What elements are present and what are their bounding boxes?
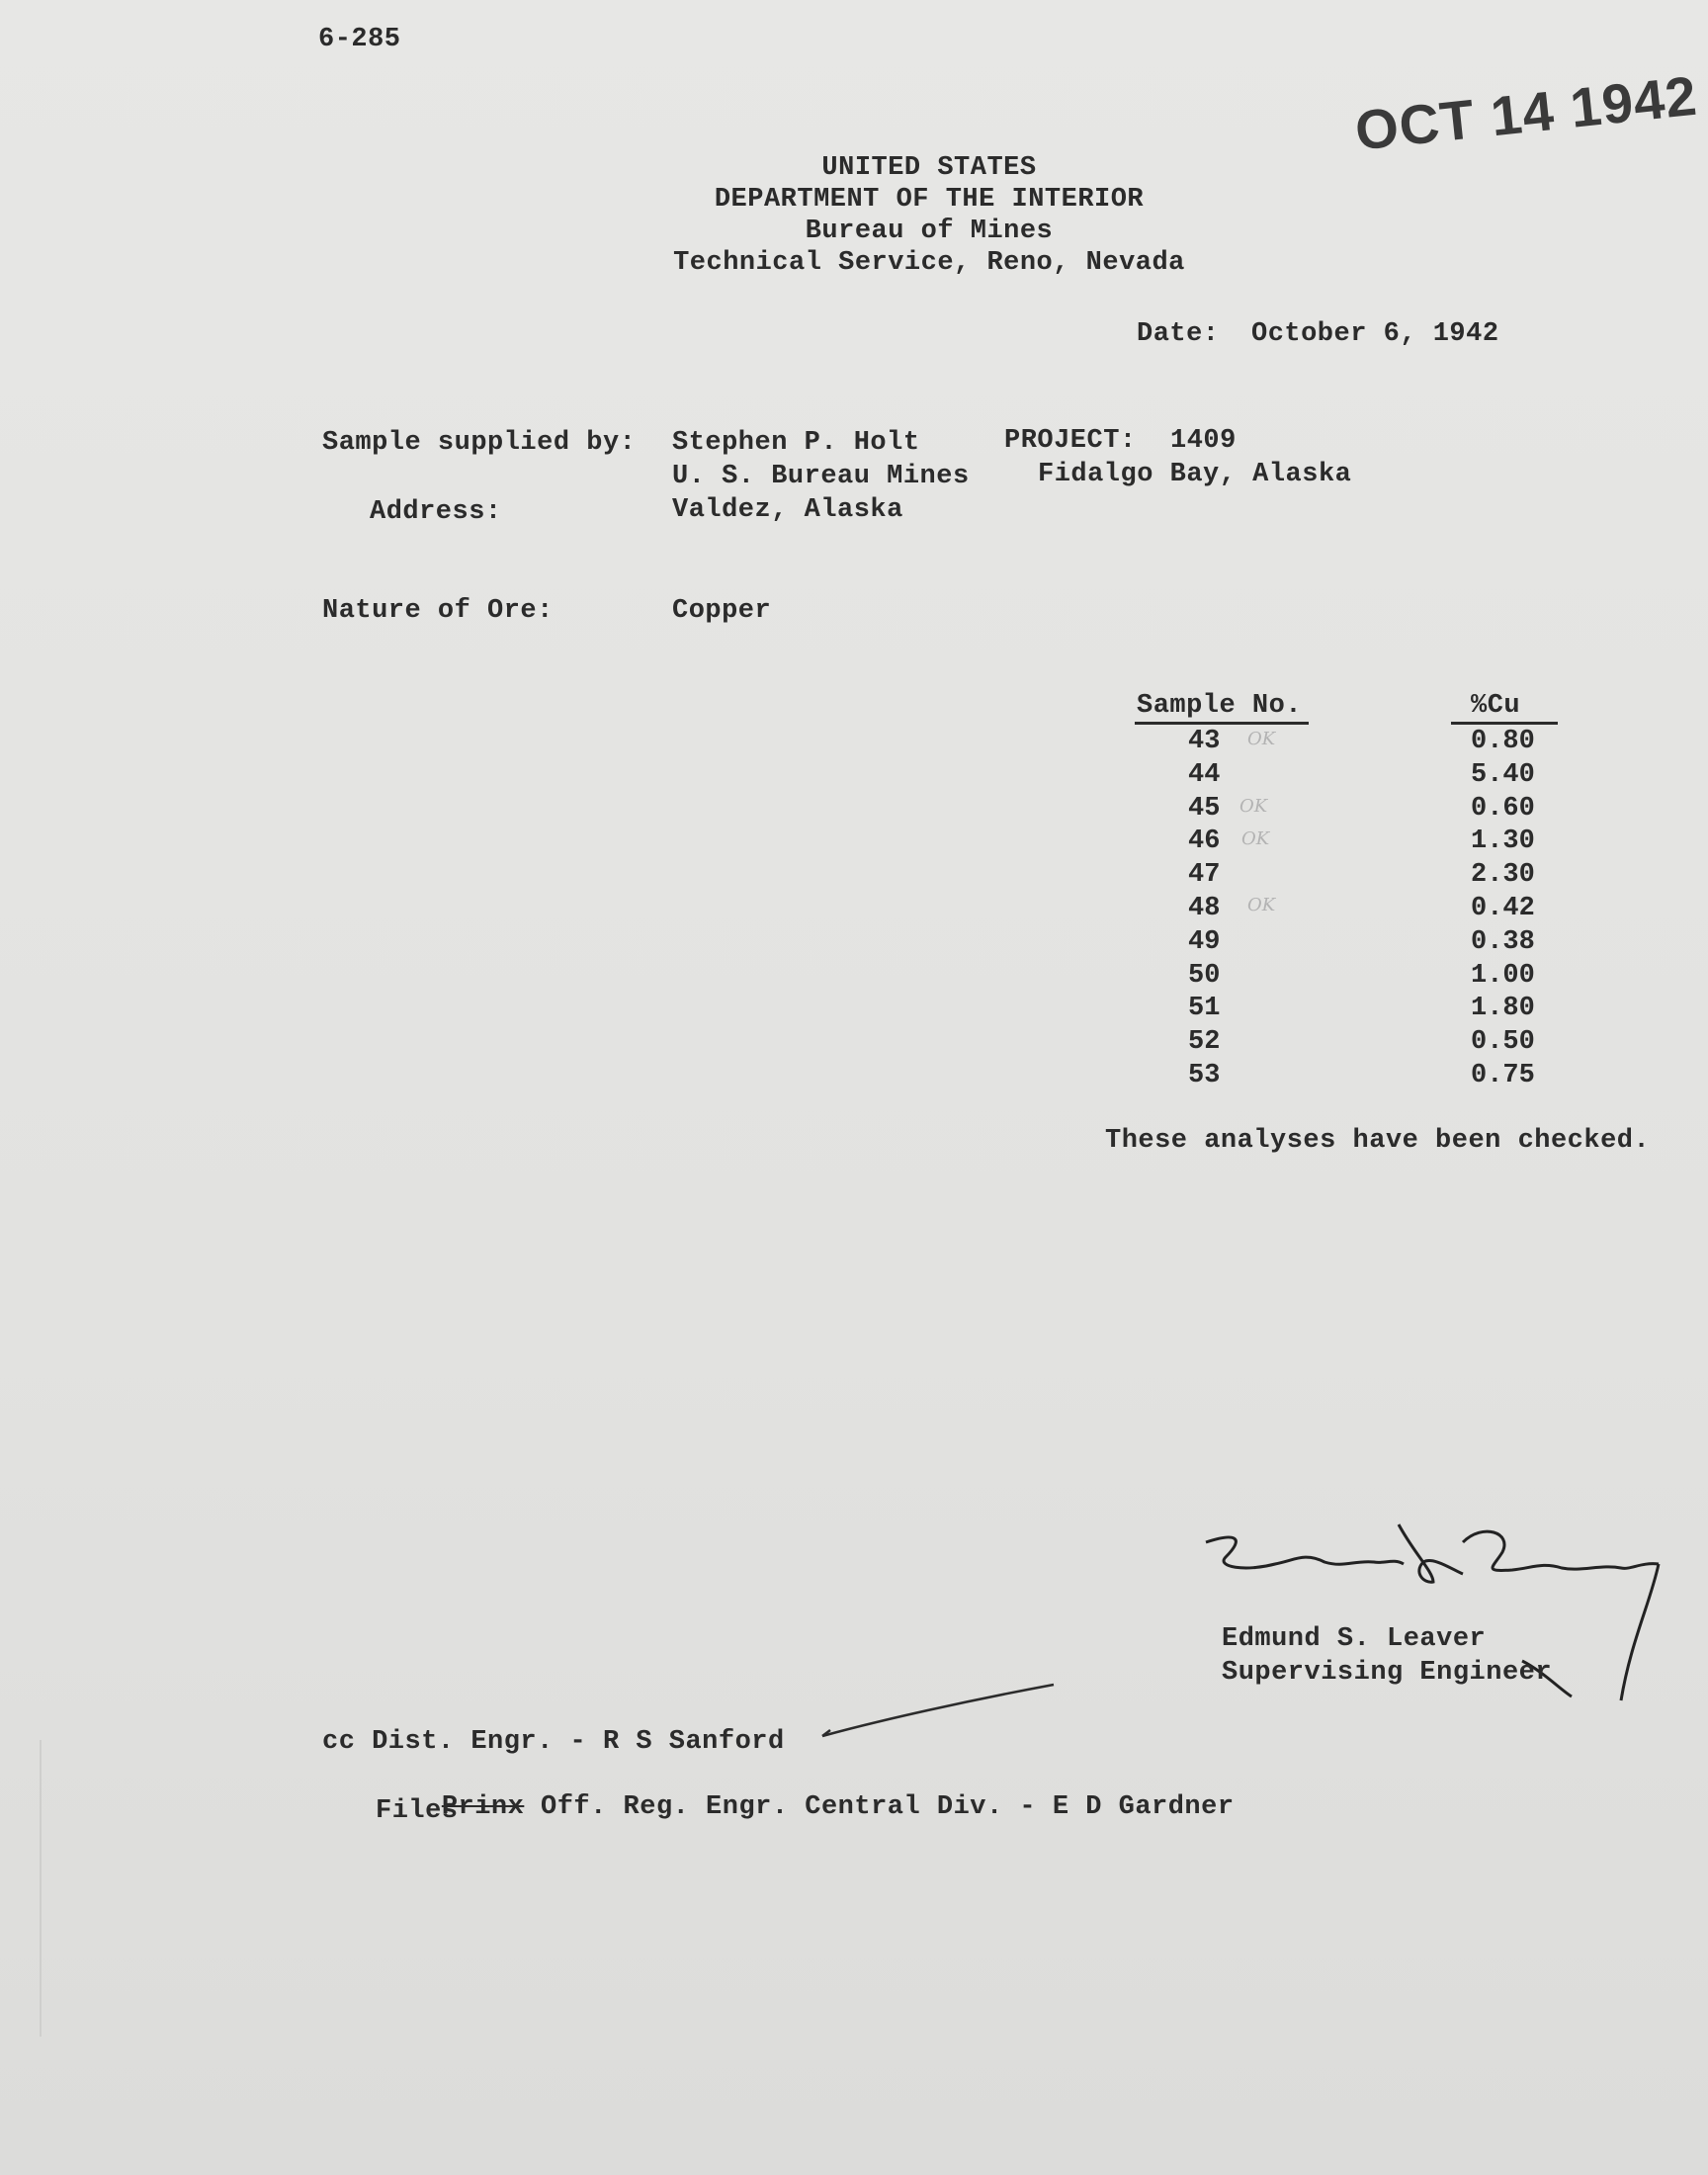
cc-line-2-text: Off. Reg. Engr. Central Div. - E D Gardner <box>524 1792 1235 1822</box>
sample-number-cell: 51 <box>1188 994 1221 1024</box>
header-line-3: Bureau of Mines <box>805 217 1054 246</box>
ore-value: Copper <box>672 596 772 626</box>
cc-line-2 <box>376 1760 1235 1855</box>
cu-percent-cell: 1.30 <box>1471 826 1535 857</box>
received-date-stamp: OCT 14 1942 <box>1352 63 1700 162</box>
pencil-ok-46: OK <box>1241 828 1270 849</box>
cu-underline <box>1451 722 1558 725</box>
signatory-name: Edmund S. Leaver <box>1222 1624 1487 1654</box>
cu-percent-cell: 0.75 <box>1471 1061 1535 1090</box>
ore-label: Nature of Ore: <box>322 596 554 626</box>
pencil-ok-43: OK <box>1247 729 1276 749</box>
sample-number-cell: 50 <box>1188 960 1221 991</box>
address-label: Address: <box>370 497 502 527</box>
date-label: Date: <box>1137 319 1220 349</box>
cu-percent-cell: 2.30 <box>1471 860 1535 891</box>
pen-check-mark <box>820 1681 1058 1750</box>
supplied-by-label: Sample supplied by: <box>322 428 637 458</box>
sample-number-cell: 47 <box>1188 860 1221 891</box>
header-line-2: DEPARTMENT OF THE INTERIOR <box>714 185 1145 215</box>
cu-percent-cell: 0.80 <box>1471 727 1535 756</box>
cu-percent-cell: 0.38 <box>1471 926 1535 957</box>
sample-number-cell: 49 <box>1188 926 1221 957</box>
address-value: Valdez, Alaska <box>672 495 903 525</box>
checked-note: These analyses have been checked. <box>1105 1126 1651 1156</box>
page-edge-mark <box>40 1740 42 2037</box>
cu-percent-cell: 0.42 <box>1471 894 1535 923</box>
cu-percent-cell: 1.00 <box>1471 960 1535 991</box>
cc-struck-word: Prinx <box>441 1792 525 1822</box>
sample-no-header: Sample No. <box>1137 691 1303 721</box>
sample-number-cell: 45 <box>1188 793 1221 824</box>
cc-line-3: Files <box>376 1796 459 1826</box>
sample-number-cell: 53 <box>1188 1061 1221 1090</box>
date-value: October 6, 1942 <box>1251 319 1499 349</box>
supplier-org: U. S. Bureau Mines <box>672 462 970 491</box>
supplier-name: Stephen P. Holt <box>672 428 920 458</box>
pencil-ok-45: OK <box>1239 796 1268 817</box>
project-label: PROJECT: <box>1004 426 1137 456</box>
file-number: 6-285 <box>318 25 401 54</box>
cu-percent-cell: 0.50 <box>1471 1027 1535 1058</box>
project-location: Fidalgo Bay, Alaska <box>1038 460 1352 489</box>
project-number: 1409 <box>1170 426 1237 456</box>
sample-number-cell: 52 <box>1188 1027 1221 1058</box>
cu-percent-cell: 1.80 <box>1471 994 1535 1024</box>
sample-no-underline <box>1135 722 1309 725</box>
sample-number-cell: 43 <box>1188 727 1221 756</box>
sample-number-cell: 48 <box>1188 894 1221 923</box>
letterhead <box>593 152 1265 279</box>
sample-number-cell: 44 <box>1188 759 1221 790</box>
cu-header: %Cu <box>1471 691 1521 721</box>
sample-number-cell: 46 <box>1188 826 1221 857</box>
cu-percent-cell: 5.40 <box>1471 759 1535 790</box>
signatory-title: Supervising Engineer <box>1222 1658 1553 1688</box>
cu-percent-cell: 0.60 <box>1471 793 1535 824</box>
cc-line-1: cc Dist. Engr. - R S Sanford <box>322 1727 785 1757</box>
header-line-1: UNITED STATES <box>821 153 1037 183</box>
header-line-4: Technical Service, Reno, Nevada <box>673 248 1185 278</box>
pencil-ok-48: OK <box>1247 895 1276 915</box>
